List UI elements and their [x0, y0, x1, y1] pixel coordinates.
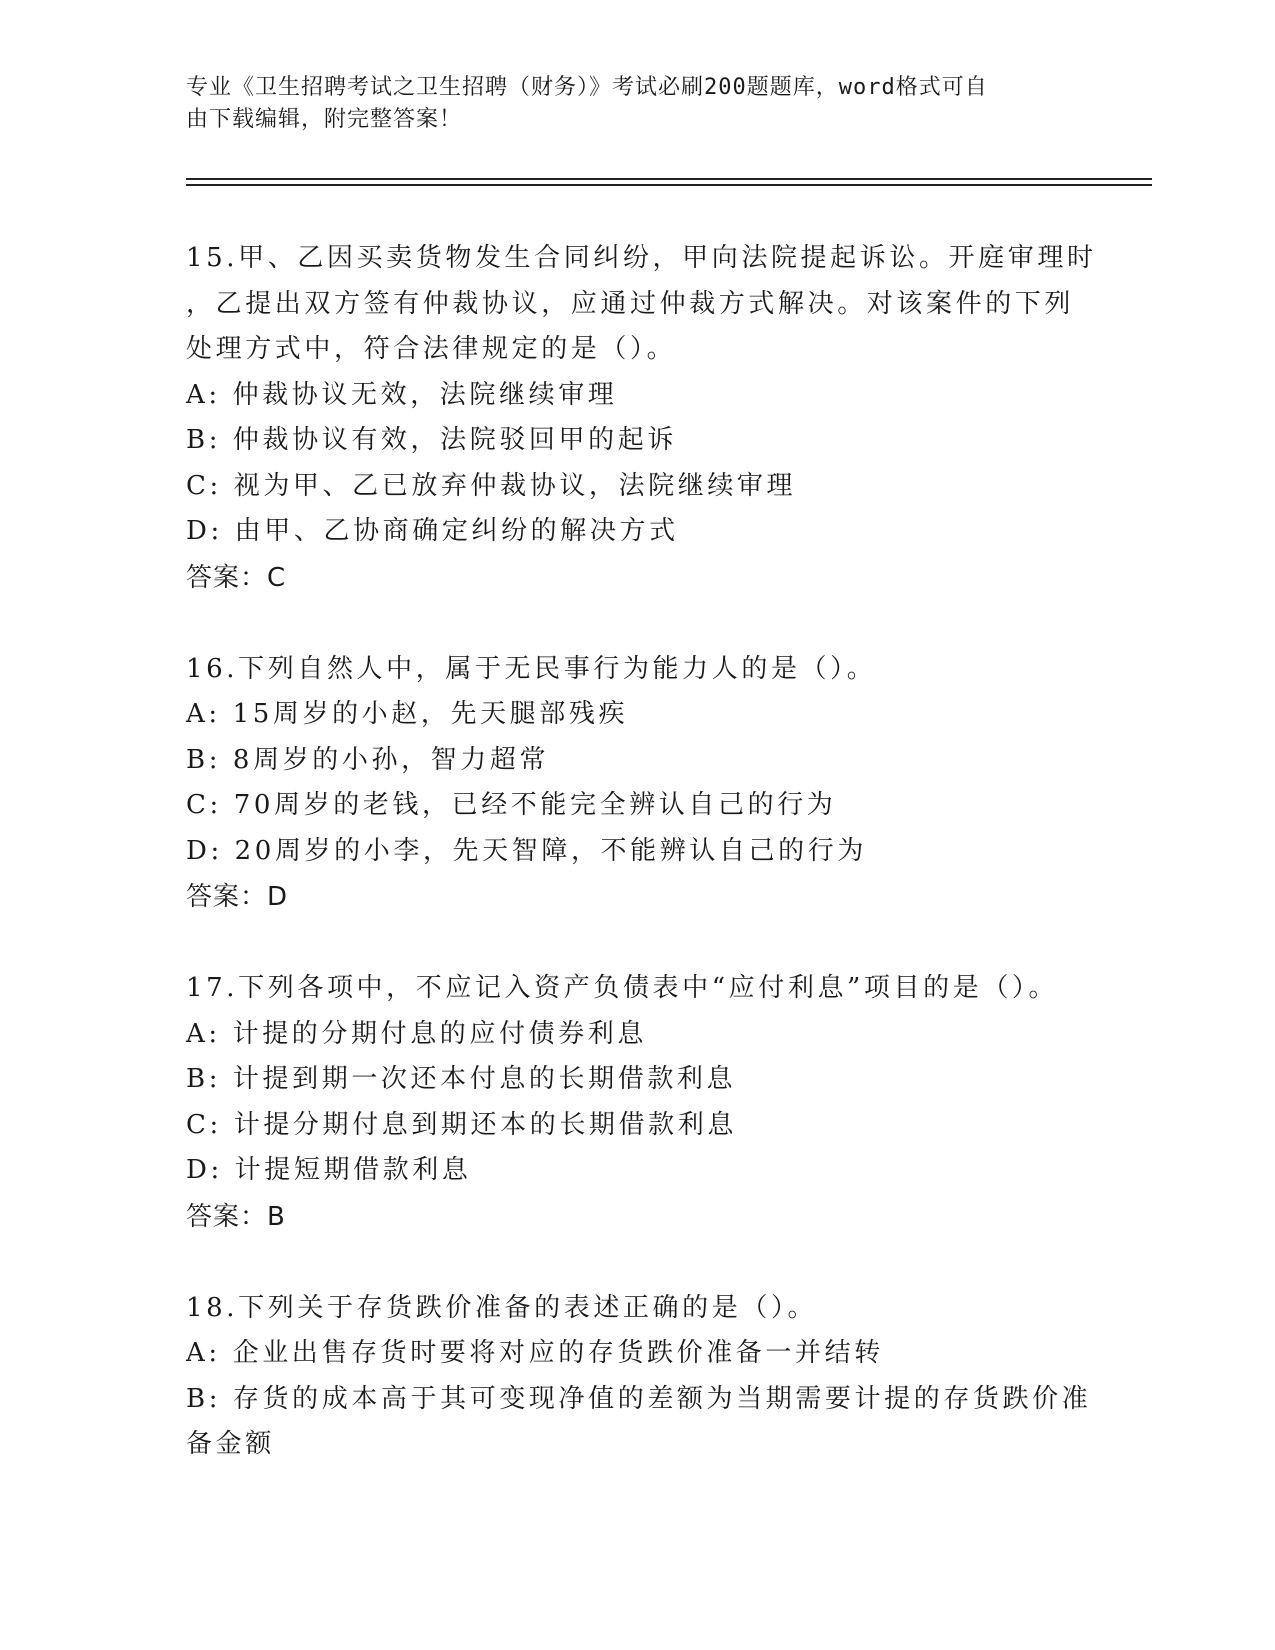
option-b: B: 存货的成本高于其可变现净值的差额为当期需要计提的存货跌价准 — [186, 1383, 1092, 1414]
option-d: D: 由甲、乙协商确定纠纷的解决方式 — [186, 516, 679, 546]
answer-label: 答案：B — [186, 1201, 286, 1232]
option-b: B: 计提到期一次还本付息的长期借款利息 — [186, 1064, 737, 1094]
answer-label: 答案：C — [186, 562, 287, 593]
option-a: A: 仲裁协议无效，法院继续审理 — [186, 379, 618, 410]
header-divider-top — [186, 178, 1152, 180]
option-d: D: 20周岁的小李，先天智障，不能辨认自己的行为 — [186, 835, 867, 866]
option-a: A: 计提的分期付息的应付债券利息 — [186, 1018, 648, 1049]
question-18 — [186, 1286, 1092, 1468]
question-list — [186, 236, 1097, 1514]
header-divider-bottom — [186, 184, 1152, 186]
option-c: C: 视为甲、乙已放弃仲裁协议，法院继续审理 — [186, 470, 797, 501]
option-a: A: 企业出售存货时要将对应的存货跌价准备一并结转 — [186, 1338, 884, 1368]
question-17 — [186, 966, 1086, 1240]
option-b-continued: 备金额 — [186, 1429, 275, 1459]
question-stem-line: 17.下列各项中，不应记入资产负债表中“应付利息”项目的是（）。 — [186, 973, 1059, 1003]
question-stem-line: 15.甲、乙因买卖货物发生合同纠纷，甲向法院提起诉讼。开庭审理时 — [186, 243, 1097, 273]
question-16 — [186, 647, 1086, 921]
option-c: C: 70周岁的老钱，已经不能完全辨认自己的行为 — [186, 790, 837, 820]
document-header — [186, 72, 1066, 136]
question-stem-line: 处理方式中，符合法律规定的是（）。 — [186, 334, 677, 364]
option-d: D: 计提短期借款利息 — [186, 1155, 472, 1185]
question-stem-line: ，乙提出双方签有仲裁协议，应通过仲裁方式解决。对该案件的下列 — [186, 288, 1075, 319]
header-line: 专业《卫生招聘考试之卫生招聘（财务）》考试必刷200题题库，word格式可自 — [186, 75, 988, 100]
question-15 — [186, 236, 1097, 601]
option-a: A: 15周岁的小赵，先天腿部残疾 — [186, 699, 629, 729]
question-stem-line: 16.下列自然人中，属于无民事行为能力人的是（）。 — [186, 653, 877, 684]
header-line: 由下载编辑，附完整答案！ — [186, 107, 463, 132]
option-b: B: 8周岁的小孙，智力超常 — [186, 744, 550, 775]
question-stem-line: 18.下列关于存货跌价准备的表述正确的是（）。 — [186, 1292, 818, 1323]
option-b: B: 仲裁协议有效，法院驳回甲的起诉 — [186, 425, 677, 455]
option-c: C: 计提分期付息到期还本的长期借款利息 — [186, 1109, 737, 1140]
answer-label: 答案：D — [186, 882, 289, 912]
